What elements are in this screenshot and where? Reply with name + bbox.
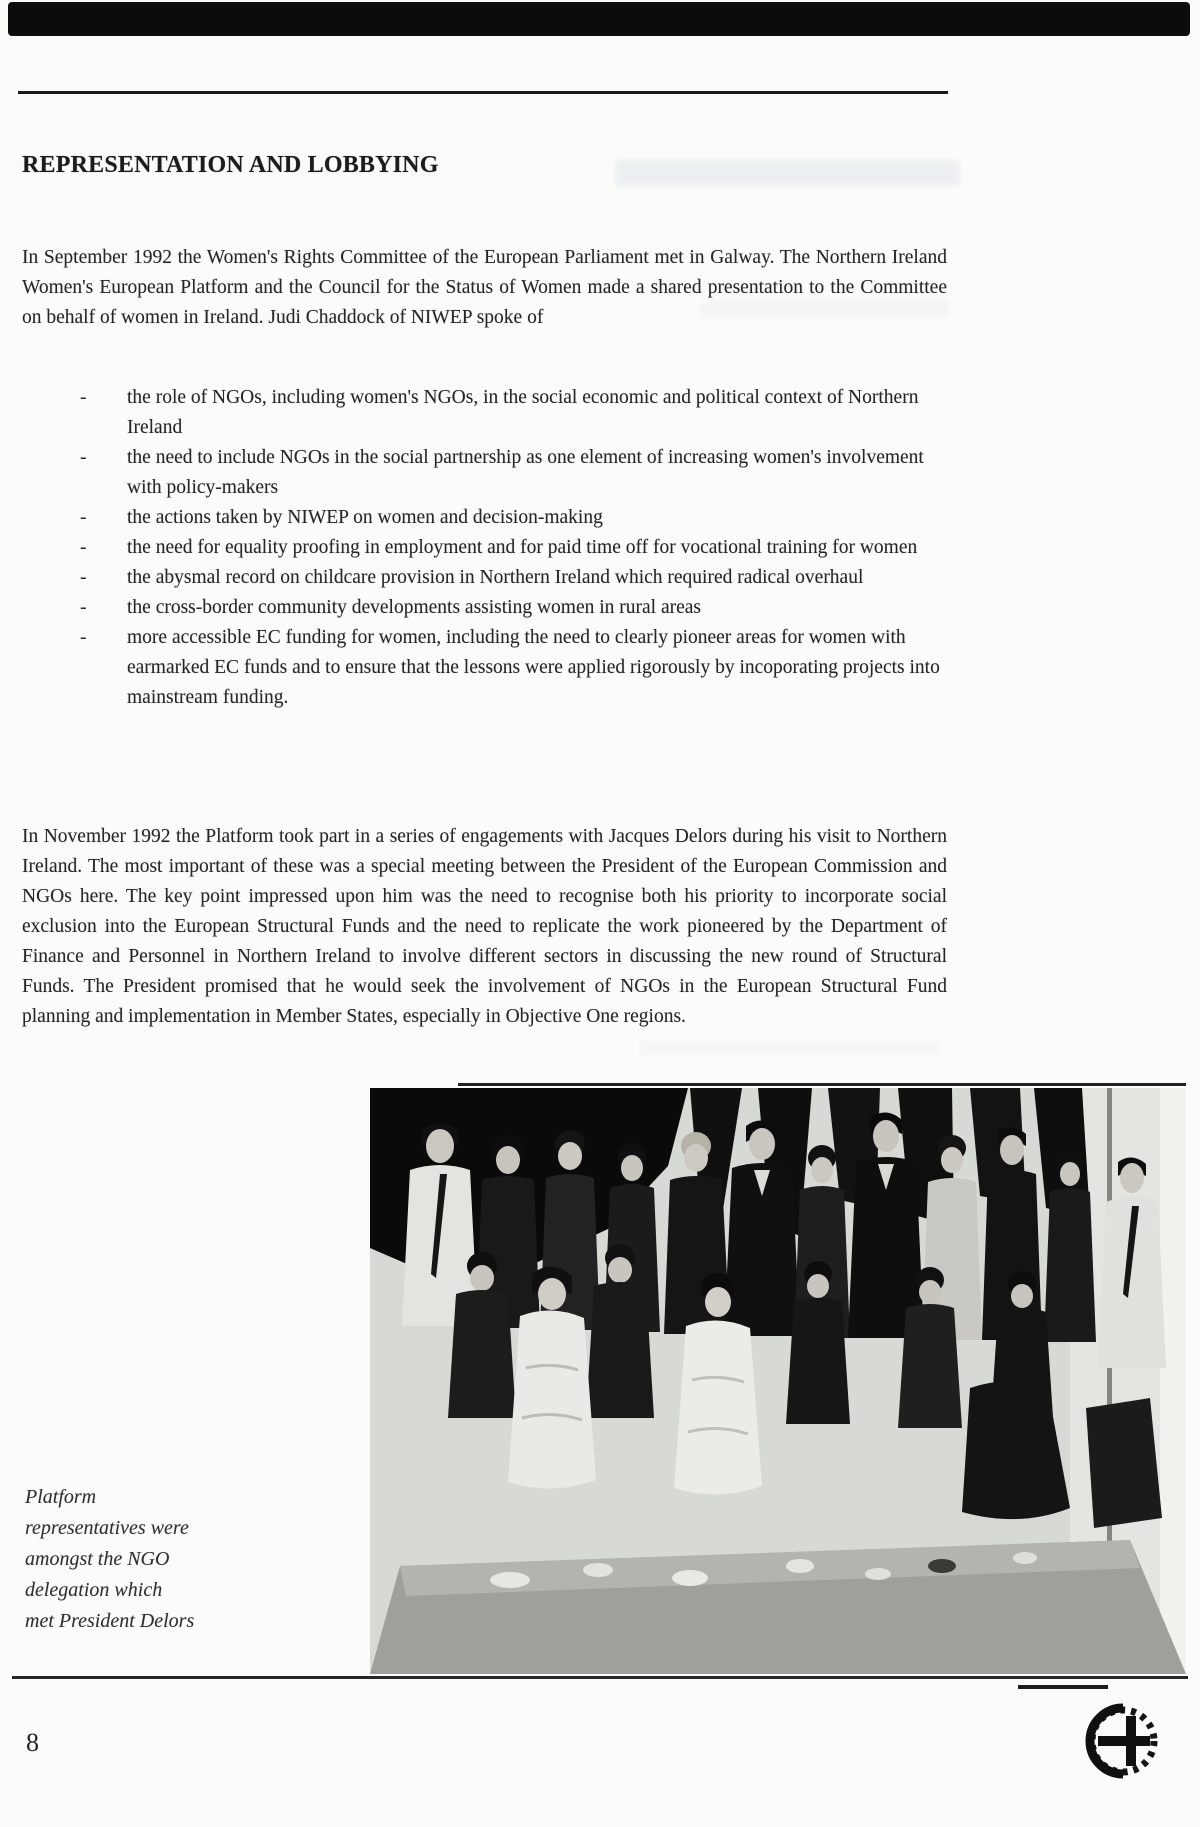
bullet-text: the actions taken by NIWEP on women and decision-making <box>127 507 603 528</box>
bleedthrough-smudge <box>640 1040 940 1056</box>
bullet-dash: - <box>80 597 87 618</box>
page-number: 8 <box>26 1728 39 1757</box>
paragraph-november-1992: In November 1992 the Platform took part in a series of engagements with Jacques Delors during his visit to Northern Ireland. The most important of these was a special meeting between the President of the European Commission and NGOs here. The key point impressed upon him was the need to recognise both his priority to incorporate social exclusion into the European Structural Funds and the need to replicate the work pioneered by the Department of Finance and Personnel in Northern Ireland to involve different sectors in discussing the new round of Structural Funds. The President promised that he would seek the involvement of NGOs in the European Structural Fund planning and implementation in Member States, especially in Objective One regions. <box>22 826 947 1027</box>
top-border-bar <box>8 2 1190 36</box>
bullet-dash: - <box>80 567 87 588</box>
section-heading: REPRESENTATION AND LOBBYING <box>22 152 439 178</box>
bullet-dash: - <box>80 387 87 408</box>
delegation-photo-illustration <box>370 1088 1186 1674</box>
delegation-group-photo <box>370 1088 1186 1674</box>
bullet-text: the need to include NGOs in the social partnership as one element of increasing women's involvement with policy-makers <box>127 447 924 498</box>
bullet-text: the need for equality proofing in employment and for paid time off for vocational training for women <box>127 537 918 558</box>
bullet-item <box>80 383 946 443</box>
photo-caption <box>25 1482 325 1637</box>
bullet-dash: - <box>80 507 87 528</box>
bullet-dash: - <box>80 447 87 468</box>
bullet-item <box>80 503 946 533</box>
bullet-dash: - <box>80 627 87 648</box>
niwep-circular-logo-icon <box>1082 1700 1164 1782</box>
header-rule <box>18 91 948 94</box>
paragraph-september-1992: In September 1992 the Women's Rights Committee of the European Parliament met in Galway. The Northern Ireland Women's European Platform and the Council for the Status of Women made a shared presentation to the Committee on behalf of women in Ireland. Judi Chaddock of NIWEP spoke of <box>22 247 947 328</box>
footer-rule-short <box>1018 1685 1108 1689</box>
bullet-list <box>80 383 946 713</box>
bullet-text: the role of NGOs, including women's NGOs, in the social economic and political context of Northern Ireland <box>127 387 919 438</box>
bullet-dash: - <box>80 537 87 558</box>
caption-line: representatives were <box>25 1517 189 1539</box>
bullet-text: the abysmal record on childcare provision in Northern Ireland which required radical overhaul <box>127 567 864 588</box>
bullet-text: more accessible EC funding for women, including the need to clearly pioneer areas for women with earmarked EC funds and to ensure that the lessons were applied rigorously by incoporating projects into mainstream funding. <box>127 627 940 708</box>
bullet-item <box>80 533 946 563</box>
bullet-item <box>80 563 946 593</box>
bleedthrough-smudge <box>615 160 960 186</box>
photo-top-rule <box>458 1083 1186 1086</box>
bullet-text: the cross-border community developments assisting women in rural areas <box>127 597 702 618</box>
caption-line: amongst the NGO <box>25 1548 170 1570</box>
bullet-item <box>80 443 946 503</box>
bullet-item <box>80 623 946 713</box>
caption-line: delegation which <box>25 1579 163 1601</box>
bullet-item <box>80 593 946 623</box>
caption-line: Platform <box>25 1486 97 1508</box>
footer-rule <box>12 1676 1188 1679</box>
caption-line: met President Delors <box>25 1610 195 1632</box>
